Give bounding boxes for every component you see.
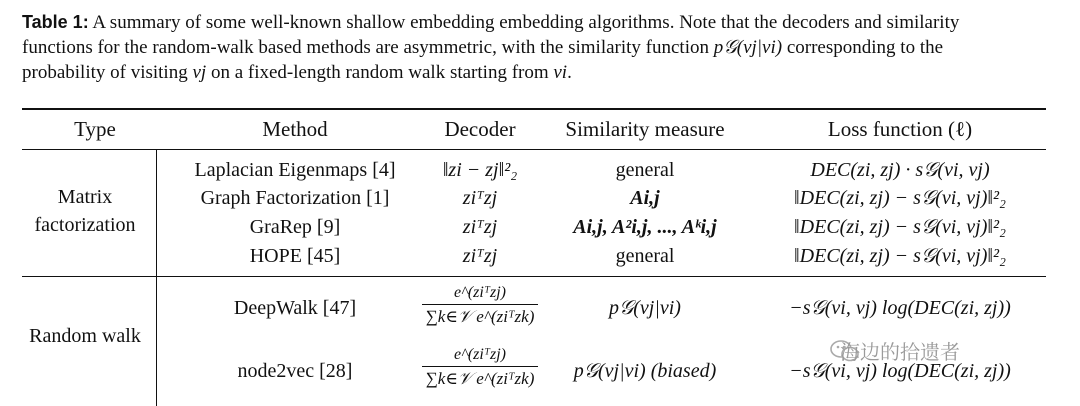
row-decoder xyxy=(410,346,550,389)
type-matrix-line1: Matrix xyxy=(57,186,113,208)
caption-text-3b: on a fixed-length random walk starting from xyxy=(206,62,554,83)
row-method: Graph Factorization [1] xyxy=(200,187,390,209)
decoder-fraction xyxy=(422,346,539,389)
row-similarity: general xyxy=(615,245,675,267)
row-similarity: general xyxy=(615,159,675,181)
row-method: GraRep [9] xyxy=(249,216,341,238)
table-top-rule xyxy=(22,108,1046,110)
decoder-numerator: e^(ziᵀzj) xyxy=(453,346,506,363)
row-decoder: ziᵀzj xyxy=(462,216,498,238)
table-column-divider xyxy=(156,149,157,406)
type-random-walk: Random walk xyxy=(29,325,141,347)
caption-math-vj: vj xyxy=(192,62,207,83)
decoder-denominator: ∑k∈𝒱 e^(ziᵀzk) xyxy=(422,304,539,327)
row-loss: ‖DEC(zi, zj) − s𝒢(vi, vj)‖²₂ xyxy=(794,187,1006,209)
row-similarity: Ai,j xyxy=(630,187,660,209)
header-type: Type xyxy=(74,117,116,141)
decoder-denominator: ∑k∈𝒱 e^(ziᵀzk) xyxy=(422,366,539,389)
header-method: Method xyxy=(262,117,328,141)
caption-label: Table 1: xyxy=(22,12,89,32)
caption-math-similarity: p𝒢(vj|vi) xyxy=(713,37,783,58)
row-method: node2vec [28] xyxy=(237,360,353,382)
row-method: DeepWalk [47] xyxy=(233,297,357,319)
caption-text-1: A summary of some well-known shallow embedding embedding algorithms. Note that the decoders and similarity xyxy=(88,12,960,33)
row-method: HOPE [45] xyxy=(249,245,341,267)
table-group-rule xyxy=(22,276,1046,277)
row-decoder xyxy=(410,284,550,327)
row-decoder: ziᵀzj xyxy=(462,187,498,209)
row-similarity: p𝒢(vj|vi) (biased) xyxy=(573,360,717,382)
row-loss: −s𝒢(vi, vj) log(DEC(zi, zj)) xyxy=(789,297,1011,319)
row-similarity: p𝒢(vj|vi) xyxy=(609,297,681,319)
row-method: Laplacian Eigenmaps [4] xyxy=(194,159,396,181)
header-similarity: Similarity measure xyxy=(565,117,725,141)
row-loss: ‖DEC(zi, zj) − s𝒢(vi, vj)‖²₂ xyxy=(794,216,1006,238)
row-similarity: Ai,j, A²i,j, ..., Aᵏi,j xyxy=(573,216,717,238)
caption-text-3a: probability of visiting xyxy=(22,62,193,83)
row-loss: DEC(zi, zj) · s𝒢(vi, vj) xyxy=(810,159,990,181)
caption-text-2b: corresponding to the xyxy=(782,37,944,58)
caption-text-2a: functions for the random-walk based methods are asymmetric, with the similarity function xyxy=(22,37,714,58)
row-loss: −s𝒢(vi, vj) log(DEC(zi, zj)) xyxy=(789,360,1011,382)
caption-text-3c: . xyxy=(567,62,572,83)
type-matrix-line2: factorization xyxy=(34,214,136,236)
row-decoder: ‖zi − zj‖²₂ xyxy=(442,159,518,181)
table-header-rule xyxy=(22,149,1046,150)
row-loss: ‖DEC(zi, zj) − s𝒢(vi, vj)‖²₂ xyxy=(794,245,1006,267)
caption-math-vi: vi xyxy=(553,62,568,83)
header-loss: Loss function (ℓ) xyxy=(827,117,973,141)
decoder-numerator: e^(ziᵀzj) xyxy=(453,284,506,301)
watermark-text: 海边的拾遗者 xyxy=(840,340,960,364)
decoder-fraction xyxy=(422,284,539,327)
table-caption xyxy=(22,10,1062,85)
row-decoder: ziᵀzj xyxy=(462,245,498,267)
header-decoder: Decoder xyxy=(444,117,516,141)
